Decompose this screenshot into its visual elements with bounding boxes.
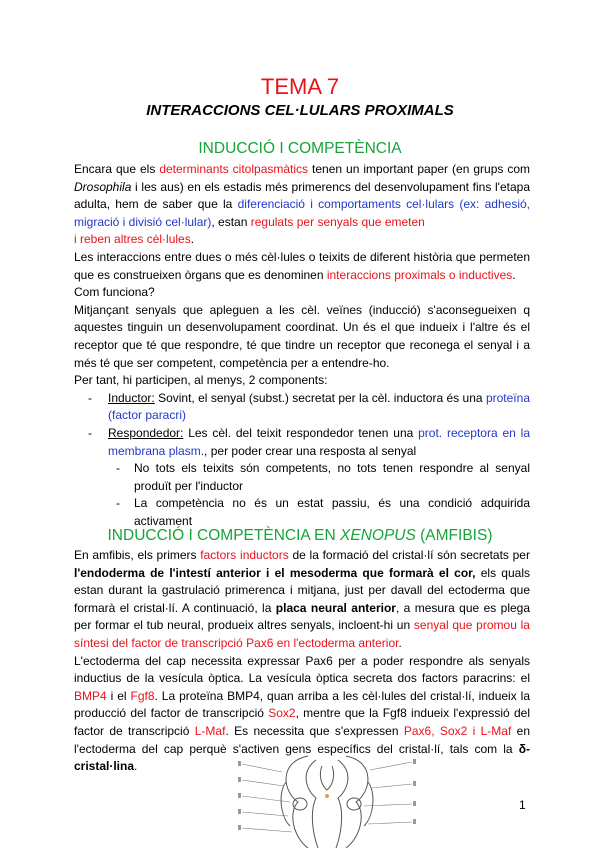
page-number: 1 [519,798,526,812]
paragraph: En amfibis, els primers factors inductors de la formació del cristal·lí són secretats per l'endoderma de l'intestí anterior i el mesoderma que formarà el cor, els quals estan durant la gastrulació primerenca i mitjana, just per davall del ectoderma que formarà el cristal·lí. A continuació, la placa neural anterior, a mesura que es plega per formar el tub neural, produeix altres senyals, incloent-hi un senyal que promou la síntesi del factor de transcripció Pax6 en l'ectoderma anterior. [74,548,531,650]
paragraph: Com funciona? [74,285,155,300]
paragraph: Per tant, hi participen, al menys, 2 components: [74,373,328,388]
embryo-diagram-icon [238,752,416,848]
section-heading-induccio: INDUCCIÓ I COMPETÈNCIA [198,140,402,157]
list-item: - Respondedor: Les cèl. del teixit respondedor tenen una prot. receptora en la membrana plasm., per poder crear una resposta al senyal - No tots els teixits són competents, no tots tenen respondre al senyal produït per l'inductor - La competència no és un estat passiu, és una condició adquirida activament [74,425,530,531]
page-title: TEMA 7 [260,74,340,99]
paragraph: L'ectoderma del cap necessita expressar Pax6 per a poder respondre als senyals inductius de la vesícula òptica. La vesícula òptica secreta dos factors paracrins: el BMP4 i el Fgf8. La proteïna BMP4, quan arriba a les cèl·lules del cristal·lí, indueix la producció del factor de transcripció Sox2, mentre que la Fgf8 indueix l'expressió del factor de transcripció L-Maf. Es necessita que s'expressen Pax6, Sox2 i L-Maf en l'ectoderma del cap perquè s'activen gens específics del cristal·lí, tals com la δ-cristal·lina. [74,653,530,774]
list-item: - La competència no és un estat passiu, és una condició adquirida activament [108,495,530,530]
components-list [74,390,530,531]
list-item: - No tots els teixits són competents, no tots tenen respondre al senyal produït per l'inductor [108,460,530,495]
sub-list [108,460,530,530]
section1-body [74,161,530,530]
paragraph: Mitjançant senyals que apleguen a les cèl. veïnes (inducció) s'aconsegueixen q aquestes tinguin un desenvolupament coordinat. Un és el que indueix i l'altre és el receptor que té que respondre, té que tindre un receptor que reconega el senyal i a més té que ser competent, competència per a entendre-ho. [74,302,530,370]
list-item: - Inductor: Sovint, el senyal (subst.) secretat per la cèl. inductora és una proteïna (factor paracri) [74,390,530,425]
section2-body [74,547,530,776]
section-heading-xenopus: INDUCCIÓ I COMPETÈNCIA EN XENOPUS (AMFIBIS) [107,527,493,544]
paragraph: Les interaccions entre dues o més cèl·lules o teixits de diferent història que permeten que es construeixen òrgans que es denominen interaccions proximals o inductives. [74,249,530,282]
page-subtitle: INTERACCIONS CEL·LULARS PROXIMALS [146,102,454,119]
paragraph: Encara que els determinants citolpasmàtics tenen un important paper (en grups com Drosophila i les aus) en els estadis més primerencs del desenvolupament fins l'etapa adulta, hem de saber que la diferenciació i comportaments cel·lulars (ex: adhesió, migració i divisió cel·lular), estan regulats per senyals que emeten i reben altres cèl·lules. [74,162,531,247]
